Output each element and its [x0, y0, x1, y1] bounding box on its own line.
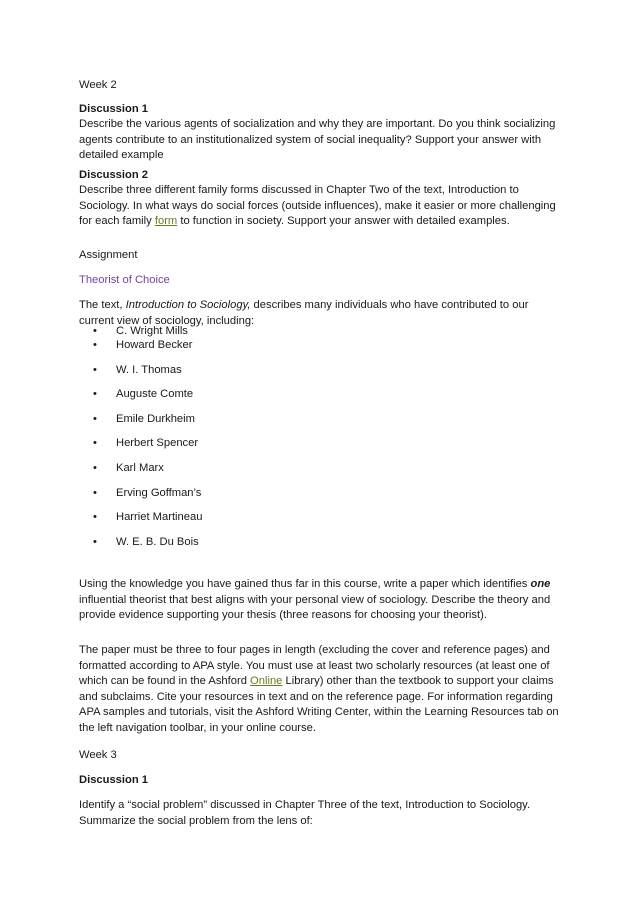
theorist-name: Emile Durkheim — [116, 413, 195, 425]
week3-heading: Week 3 — [79, 749, 117, 761]
theorist-name: Herbert Spencer — [116, 437, 199, 449]
discussion2-text-start: Describe three different family forms discussed in Chapter Two of the text, Introduction to Sociology. In what ways do social forces (outside influences), make it easier or more challenging for each family — [79, 184, 556, 227]
intro-text-end: describes many individuals who have contributed to our current view of sociology, including: — [79, 299, 529, 327]
bullet-icon: • — [93, 511, 97, 523]
week2-discussion1-title: Discussion 1 — [79, 103, 149, 115]
bullet-icon: • — [93, 339, 97, 351]
bullet-icon: • — [93, 388, 97, 400]
theorist-name: Erving Goffman’s — [116, 487, 202, 499]
bullet-icon: • — [93, 437, 97, 449]
bullet-icon: • — [93, 413, 97, 425]
theorist-name: W. I. Thomas — [116, 364, 182, 376]
bullet-icon: • — [93, 325, 97, 337]
p1-text-end: influential theorist that best aligns with your personal view of sociology. Describe the theory and provide evidence supporting your thesis (three reasons for choosing your theorist). — [79, 593, 551, 621]
week2-heading: Week 2 — [79, 79, 117, 91]
textbook-title: Introduction to Sociology, — [125, 299, 251, 311]
theorist-name: Karl Marx — [116, 462, 164, 474]
p1-emphasis: one — [530, 578, 551, 590]
bullet-icon: • — [93, 462, 97, 474]
theorist-name: W. E. B. Du Bois — [116, 536, 199, 548]
week2-discussion2-body — [79, 183, 559, 230]
bullet-icon: • — [93, 536, 97, 548]
week3-discussion1-body: Identify a “social problem” discussed in Chapter Three of the text, Introduction to Sociology. Summarize the social problem from the lens of: — [79, 799, 531, 827]
p2-text-start: The paper must be three to four pages in length (excluding the cover and reference pages) and formatted according to APA style. You must use at least two scholarly resources (at least one of which can be found in the Ashford — [79, 644, 550, 687]
week2-discussion2-title: Discussion 2 — [79, 169, 149, 181]
bullet-icon: • — [93, 364, 97, 376]
theorist-name: C. Wright Mills — [116, 325, 188, 337]
bullet-icon: • — [93, 487, 97, 499]
assignment-heading: Assignment — [79, 249, 138, 261]
form-link[interactable]: form — [154, 215, 178, 227]
week3-discussion1-title: Discussion 1 — [79, 774, 149, 786]
assignment-paragraph-2 — [79, 643, 559, 736]
theorist-name: Howard Becker — [116, 339, 193, 351]
p1-text-start: Using the knowledge you have gained thus far in this course, write a paper which identifies — [79, 578, 531, 590]
p2-text-end: Library) other than the textbook to support your claims and subclaims. Cite your resources in text and on the reference page. For information regarding APA samples and tutorials, visit the Ashford Writing Center, within the Learning Resources tab on the left navigation toolbar, in your online course. — [79, 675, 559, 734]
week2-discussion1-body: Describe the various agents of socialization and why they are important. Do you think socializing agents contribute to an institutionalized system of social inequality? Support your answer with detailed example — [79, 118, 556, 161]
assignment-paragraph-1 — [79, 577, 559, 624]
theorist-name: Harriet Martineau — [116, 511, 203, 523]
theorist-name: Auguste Comte — [116, 388, 194, 400]
intro-text-start: The text, — [79, 299, 126, 311]
online-link[interactable]: Online — [250, 675, 283, 687]
discussion2-text-end: to function in society. Support your answer with detailed examples. — [177, 215, 510, 227]
assignment-subheading: Theorist of Choice — [79, 274, 170, 286]
